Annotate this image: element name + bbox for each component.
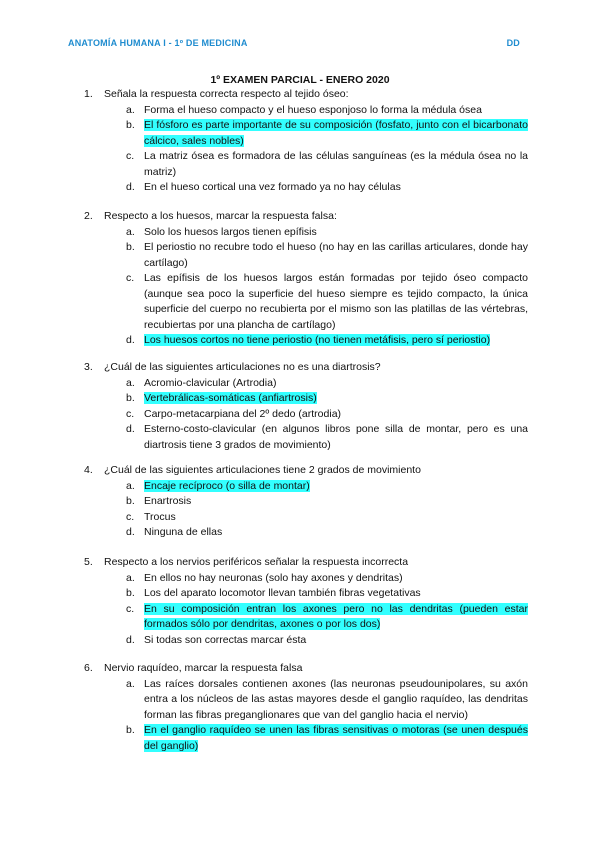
question-stem [84,87,528,103]
option-b-highlighted: b. Vertebrálicas-somáticas (anfiartrosis) [126,392,317,404]
question-text: Señala la respuesta correcta respecto al tejido óseo: [104,88,349,100]
question-stem [84,360,528,376]
question-stem [84,555,528,571]
question-number: 5. [84,556,93,568]
question-number: 6. [84,662,93,674]
option-a: a. Las raíces dorsales contienen axones (las neuronas pseudounipolares, su axón entra a los núcleos de las astas mayores desde el ganglio raquídeo, las dendritas forman las fibras preganglionares que van del ganglio hacia el nervio) [126,677,528,721]
option-a-highlighted: a. Encaje recíproco (o silla de montar) [126,479,310,492]
question-text: Respecto a los nervios periféricos señalar la respuesta incorrecta [104,556,409,568]
question-stem [84,209,528,225]
option-a: a. Acromio-clavicular (Artrodia) [126,376,277,389]
option-d: d. Esterno-costo-clavicular (en algunos libros pone silla de montar, pero es una diartrosis tiene 3 grados de movimiento) [126,423,528,451]
question-5 [84,555,528,648]
question-text: ¿Cuál de las siguientes articulaciones tiene 2 grados de movimiento [104,464,421,476]
header-course: ANATOMÍA HUMANA I - 1º DE MEDICINA [68,38,248,48]
question-stem [84,463,528,479]
header-initials: DD [506,38,520,48]
question-stem [84,661,528,677]
question-number: 4. [84,464,93,476]
option-b: b. Los del aparato locomotor llevan también fibras vegetativas [126,587,421,599]
question-1 [84,87,528,196]
option-c: c. Carpo-metacarpiana del 2º dedo (artrodia) [126,407,342,420]
option-c: c. Las epífisis de los huesos largos están formadas por tejido óseo compacto (aunque sea poco la superficie del hueso siempre es tejido compacto, la única superficie del cuerpo no recubierta por el mismo son las platillas de las vértebras, recubiertas por una plancha de cartílago) [126,272,528,331]
option-c: c. La matriz ósea es formadora de las células sanguíneas (es la médula ósea no la matriz) [126,150,528,178]
question-text: ¿Cuál de las siguientes articulaciones no es una diartrosis? [104,361,381,373]
question-3 [84,360,528,453]
question-number: 3. [84,361,93,373]
option-c-highlighted: c. En su composición entran los axones pero no las dendritas (pueden estar formados sólo por dendritas, axones o por los dos) [126,602,528,630]
question-4 [84,463,528,541]
option-c: c. Trocus [126,510,176,523]
exam-title: 1º EXAMEN PARCIAL - ENERO 2020 [210,74,390,86]
question-6 [84,661,528,754]
option-b-highlighted: b. En el ganglio raquídeo se unen las fibras sensitivas o motoras (se unen después del ganglio) [126,724,528,752]
option-b: b. Enartrosis [126,495,192,507]
question-text: Respecto a los huesos, marcar la respuesta falsa: [104,210,337,222]
question-text: Nervio raquídeo, marcar la respuesta falsa [104,662,303,674]
option-d: d. Ninguna de ellas [126,526,223,538]
option-b-highlighted: b. El fósforo es parte importante de su composición (fosfato, junto con el bicarbonato cálcico, sales nobles) [126,119,528,147]
option-a: a. En ellos no hay neuronas (solo hay axones y dendritas) [126,571,403,584]
option-a: a. Solo los huesos largos tienen epífisis [126,225,317,238]
option-d: d. Si todas son correctas marcar ésta [126,633,307,646]
question-2 [84,209,528,349]
option-a: a. Forma el hueso compacto y el hueso esponjoso lo forma la médula ósea [126,103,482,116]
option-d-highlighted: d. Los huesos cortos no tiene periostio (no tienen metáfisis, pero sí periostio) [126,334,491,346]
page-header [68,38,520,48]
option-d: d. En el hueso cortical una vez formado ya no hay células [126,181,401,193]
option-b: b. El periostio no recubre todo el hueso (no hay en las carillas articulares, donde hay cartílago) [126,241,528,269]
question-number: 1. [84,88,93,100]
question-number: 2. [84,210,93,222]
